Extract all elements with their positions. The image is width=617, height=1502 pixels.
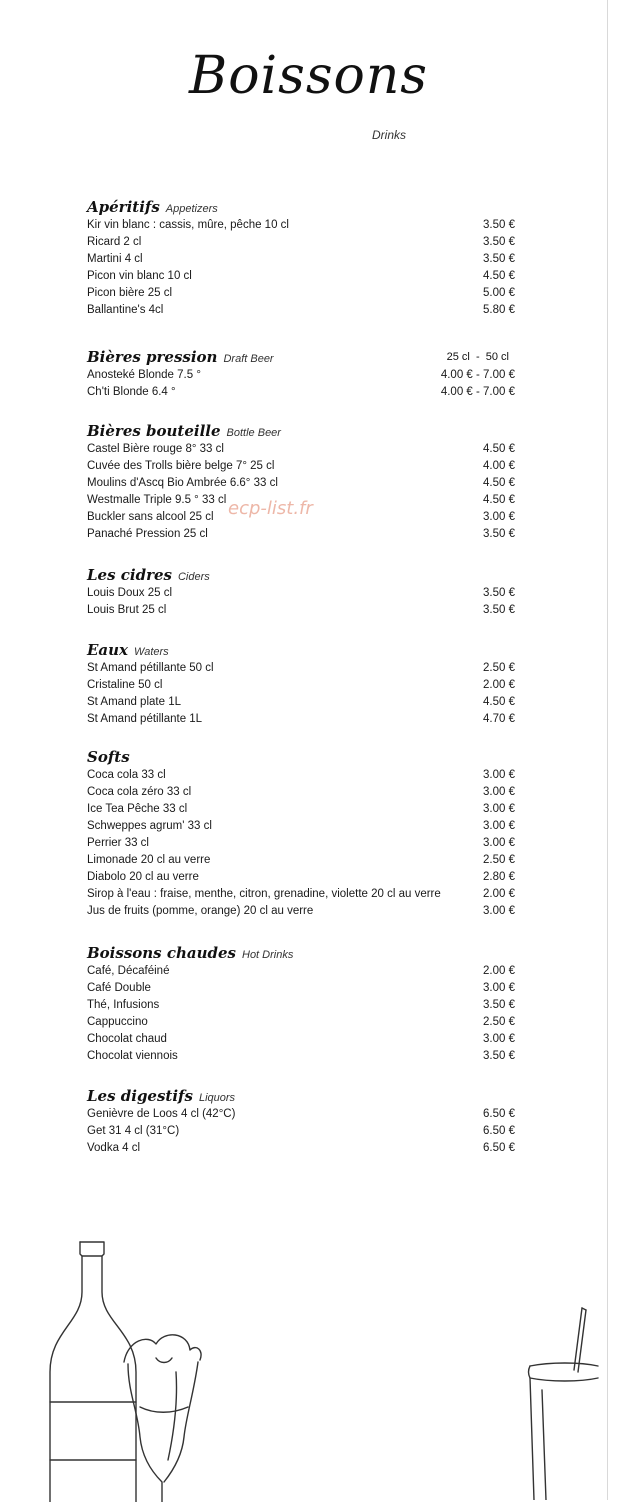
menu-item-price: 6.50 € bbox=[483, 1142, 515, 1154]
menu-item bbox=[87, 818, 517, 835]
menu-item bbox=[87, 835, 517, 852]
menu-item-name: Panaché Pression 25 cl bbox=[87, 528, 208, 540]
section-subtitle-en: Hot Drinks bbox=[242, 949, 294, 961]
menu-item-name: Coca cola 33 cl bbox=[87, 769, 166, 781]
menu-item bbox=[87, 1106, 517, 1123]
menu-item bbox=[87, 852, 517, 869]
section-header bbox=[87, 422, 517, 441]
menu-item-name: Cuvée des Trolls bière belge 7° 25 cl bbox=[87, 460, 275, 472]
menu-item-name: Perrier 33 cl bbox=[87, 837, 149, 849]
menu-section bbox=[87, 1087, 517, 1157]
menu-item bbox=[87, 251, 517, 268]
menu-item bbox=[87, 801, 517, 818]
section-header bbox=[87, 566, 517, 585]
menu-item-name: Chocolat chaud bbox=[87, 1033, 167, 1045]
menu-item-price: 4.50 € bbox=[483, 696, 515, 708]
section-title: Bières pression bbox=[87, 348, 218, 366]
menu-item bbox=[87, 980, 517, 997]
menu-item-price: 3.00 € bbox=[483, 820, 515, 832]
section-subtitle-en: Liquors bbox=[198, 1092, 236, 1104]
menu-item-name: Limonade 20 cl au verre bbox=[87, 854, 211, 866]
menu-item-name: Diabolo 20 cl au verre bbox=[87, 871, 199, 883]
menu-item bbox=[87, 526, 517, 543]
menu-item-name: Genièvre de Loos 4 cl (42°C) bbox=[87, 1108, 236, 1120]
menu-item-name: Castel Bière rouge 8° 33 cl bbox=[87, 443, 224, 455]
menu-item bbox=[87, 367, 517, 384]
menu-item-price: 2.50 € bbox=[483, 854, 515, 866]
menu-item-price: 4.50 € bbox=[483, 477, 515, 489]
menu-item-name: Kir vin blanc : cassis, mûre, pêche 10 cl bbox=[87, 219, 289, 231]
menu-item-price: 3.00 € bbox=[483, 511, 515, 523]
menu-item-price: 4.50 € bbox=[483, 443, 515, 455]
menu-item bbox=[87, 217, 517, 234]
menu-item-price: 2.00 € bbox=[483, 888, 515, 900]
menu-item-name: Moulins d'Ascq Bio Ambrée 6.6° 33 cl bbox=[87, 477, 278, 489]
menu-item bbox=[87, 585, 517, 602]
menu-item-price: 3.00 € bbox=[483, 769, 515, 781]
bottle-and-glass-illustration bbox=[44, 1232, 254, 1502]
menu-item-price: 5.00 € bbox=[483, 287, 515, 299]
section-header bbox=[87, 641, 517, 660]
section-title: Apéritifs bbox=[87, 198, 160, 216]
menu-item-name: Thé, Infusions bbox=[87, 999, 160, 1011]
menu-section bbox=[87, 198, 517, 319]
menu-item-price: 2.50 € bbox=[483, 662, 515, 674]
menu-item bbox=[87, 711, 517, 728]
menu-item-price: 4.50 € bbox=[483, 270, 515, 282]
menu-item-name: St Amand pétillante 50 cl bbox=[87, 662, 214, 674]
section-subtitle-en: Waters bbox=[134, 646, 169, 658]
section-header bbox=[87, 198, 517, 217]
menu-item-name: Buckler sans alcool 25 cl bbox=[87, 511, 214, 523]
menu-item-price: 4.00 € - 7.00 € bbox=[440, 369, 515, 381]
menu-item bbox=[87, 869, 517, 886]
menu-item-price: 3.00 € bbox=[483, 982, 515, 994]
menu-item-price: 4.00 € - 7.00 € bbox=[440, 386, 515, 398]
menu-item-name: Ice Tea Pêche 33 cl bbox=[87, 803, 188, 815]
menu-item-name: Jus de fruits (pomme, orange) 20 cl au verre bbox=[87, 905, 314, 917]
section-subtitle-en: Ciders bbox=[177, 571, 210, 583]
menu-section bbox=[87, 348, 517, 401]
menu-item-price: 3.50 € bbox=[483, 236, 515, 248]
menu-item-price: 4.50 € bbox=[483, 494, 515, 506]
menu-item-name: Martini 4 cl bbox=[87, 253, 143, 265]
menu-item-price: 3.50 € bbox=[483, 219, 515, 231]
menu-item bbox=[87, 1048, 517, 1065]
menu-section bbox=[87, 748, 517, 920]
menu-item-price: 6.50 € bbox=[483, 1108, 515, 1120]
page-subtitle: Drinks bbox=[372, 128, 407, 142]
menu-item bbox=[87, 268, 517, 285]
menu-item bbox=[87, 602, 517, 619]
menu-item-price: 2.00 € bbox=[483, 679, 515, 691]
menu-item-name: Coca cola zéro 33 cl bbox=[87, 786, 192, 798]
menu-item-name: Westmalle Triple 9.5 ° 33 cl bbox=[87, 494, 227, 506]
menu-item-name: Get 31 4 cl (31°C) bbox=[87, 1125, 180, 1137]
watermark: ecp-list.fr bbox=[228, 498, 313, 519]
menu-item bbox=[87, 784, 517, 801]
section-header bbox=[87, 944, 517, 963]
section-title: Bières bouteille bbox=[87, 422, 221, 440]
menu-item-name: Picon bière 25 cl bbox=[87, 287, 173, 299]
menu-item bbox=[87, 886, 517, 903]
section-subtitle-en: Draft Beer bbox=[223, 353, 274, 365]
menu-item bbox=[87, 694, 517, 711]
menu-item-name: Cristaline 50 cl bbox=[87, 679, 163, 691]
menu-section bbox=[87, 566, 517, 619]
menu-item-name: Ch'ti Blonde 6.4 ° bbox=[87, 386, 176, 398]
menu-item bbox=[87, 234, 517, 251]
menu-item-name: Ricard 2 cl bbox=[87, 236, 142, 248]
menu-item-price: 3.50 € bbox=[483, 999, 515, 1011]
menu-item-name: Café, Décaféiné bbox=[87, 965, 170, 977]
section-title: Les digestifs bbox=[87, 1087, 193, 1105]
menu-item-name: St Amand plate 1L bbox=[87, 696, 181, 708]
menu-item-price: 6.50 € bbox=[483, 1125, 515, 1137]
menu-item bbox=[87, 963, 517, 980]
menu-item-name: Louis Brut 25 cl bbox=[87, 604, 167, 616]
menu-item-name: Vodka 4 cl bbox=[87, 1142, 141, 1154]
menu-item bbox=[87, 475, 517, 492]
menu-item-price: 3.50 € bbox=[483, 604, 515, 616]
menu-section bbox=[87, 641, 517, 728]
section-title: Softs bbox=[87, 748, 130, 766]
menu-item bbox=[87, 1123, 517, 1140]
menu-item-name: Sirop à l'eau : fraise, menthe, citron, grenadine, violette 20 cl au verre bbox=[87, 888, 441, 900]
section-column-header: 25 cl - 50 cl bbox=[446, 351, 509, 363]
menu-item bbox=[87, 384, 517, 401]
menu-item-price: 4.00 € bbox=[483, 460, 515, 472]
menu-item-name: Anosteké Blonde 7.5 ° bbox=[87, 369, 201, 381]
menu-item-price: 3.50 € bbox=[483, 253, 515, 265]
menu-item-name: Cappuccino bbox=[87, 1016, 148, 1028]
menu-item-name: Picon vin blanc 10 cl bbox=[87, 270, 192, 282]
menu-item bbox=[87, 660, 517, 677]
section-title: Boissons chaudes bbox=[87, 944, 236, 962]
menu-item-name: St Amand pétillante 1L bbox=[87, 713, 203, 725]
menu-item-name: Schweppes agrum' 33 cl bbox=[87, 820, 212, 832]
menu-item-price: 3.00 € bbox=[483, 803, 515, 815]
menu-item-price: 3.00 € bbox=[483, 786, 515, 798]
menu-item bbox=[87, 767, 517, 784]
menu-section bbox=[87, 422, 517, 543]
menu-item-price: 2.00 € bbox=[483, 965, 515, 977]
menu-item bbox=[87, 458, 517, 475]
menu-item bbox=[87, 285, 517, 302]
menu-item-price: 3.50 € bbox=[483, 587, 515, 599]
section-subtitle-en: Bottle Beer bbox=[226, 427, 281, 439]
menu-item bbox=[87, 997, 517, 1014]
section-header bbox=[87, 1087, 517, 1106]
menu-item-price: 3.00 € bbox=[483, 837, 515, 849]
glass-with-straw-illustration bbox=[520, 1300, 600, 1500]
menu-item-price: 3.50 € bbox=[483, 1050, 515, 1062]
section-title: Les cidres bbox=[87, 566, 172, 584]
menu-item-price: 3.00 € bbox=[483, 1033, 515, 1045]
section-header bbox=[87, 748, 517, 767]
menu-item bbox=[87, 302, 517, 319]
menu-item-name: Chocolat viennois bbox=[87, 1050, 178, 1062]
menu-item bbox=[87, 1031, 517, 1048]
menu-item-name: Café Double bbox=[87, 982, 151, 994]
section-title: Eaux bbox=[87, 641, 129, 659]
menu-item bbox=[87, 1140, 517, 1157]
menu-item-price: 3.00 € bbox=[483, 905, 515, 917]
menu-section bbox=[87, 944, 517, 1065]
section-header bbox=[87, 348, 517, 367]
menu-item bbox=[87, 677, 517, 694]
menu-item-name: Louis Doux 25 cl bbox=[87, 587, 173, 599]
menu-item bbox=[87, 1014, 517, 1031]
menu-item bbox=[87, 441, 517, 458]
menu-item-price: 2.80 € bbox=[483, 871, 515, 883]
page-title: Boissons bbox=[188, 46, 428, 106]
menu-item-price: 5.80 € bbox=[483, 304, 515, 316]
section-subtitle-en: Appetizers bbox=[165, 203, 218, 215]
menu-item bbox=[87, 903, 517, 920]
menu-item-price: 2.50 € bbox=[483, 1016, 515, 1028]
menu-item-name: Ballantine's 4cl bbox=[87, 304, 164, 316]
menu-item-price: 3.50 € bbox=[483, 528, 515, 540]
menu-item-price: 4.70 € bbox=[483, 713, 515, 725]
